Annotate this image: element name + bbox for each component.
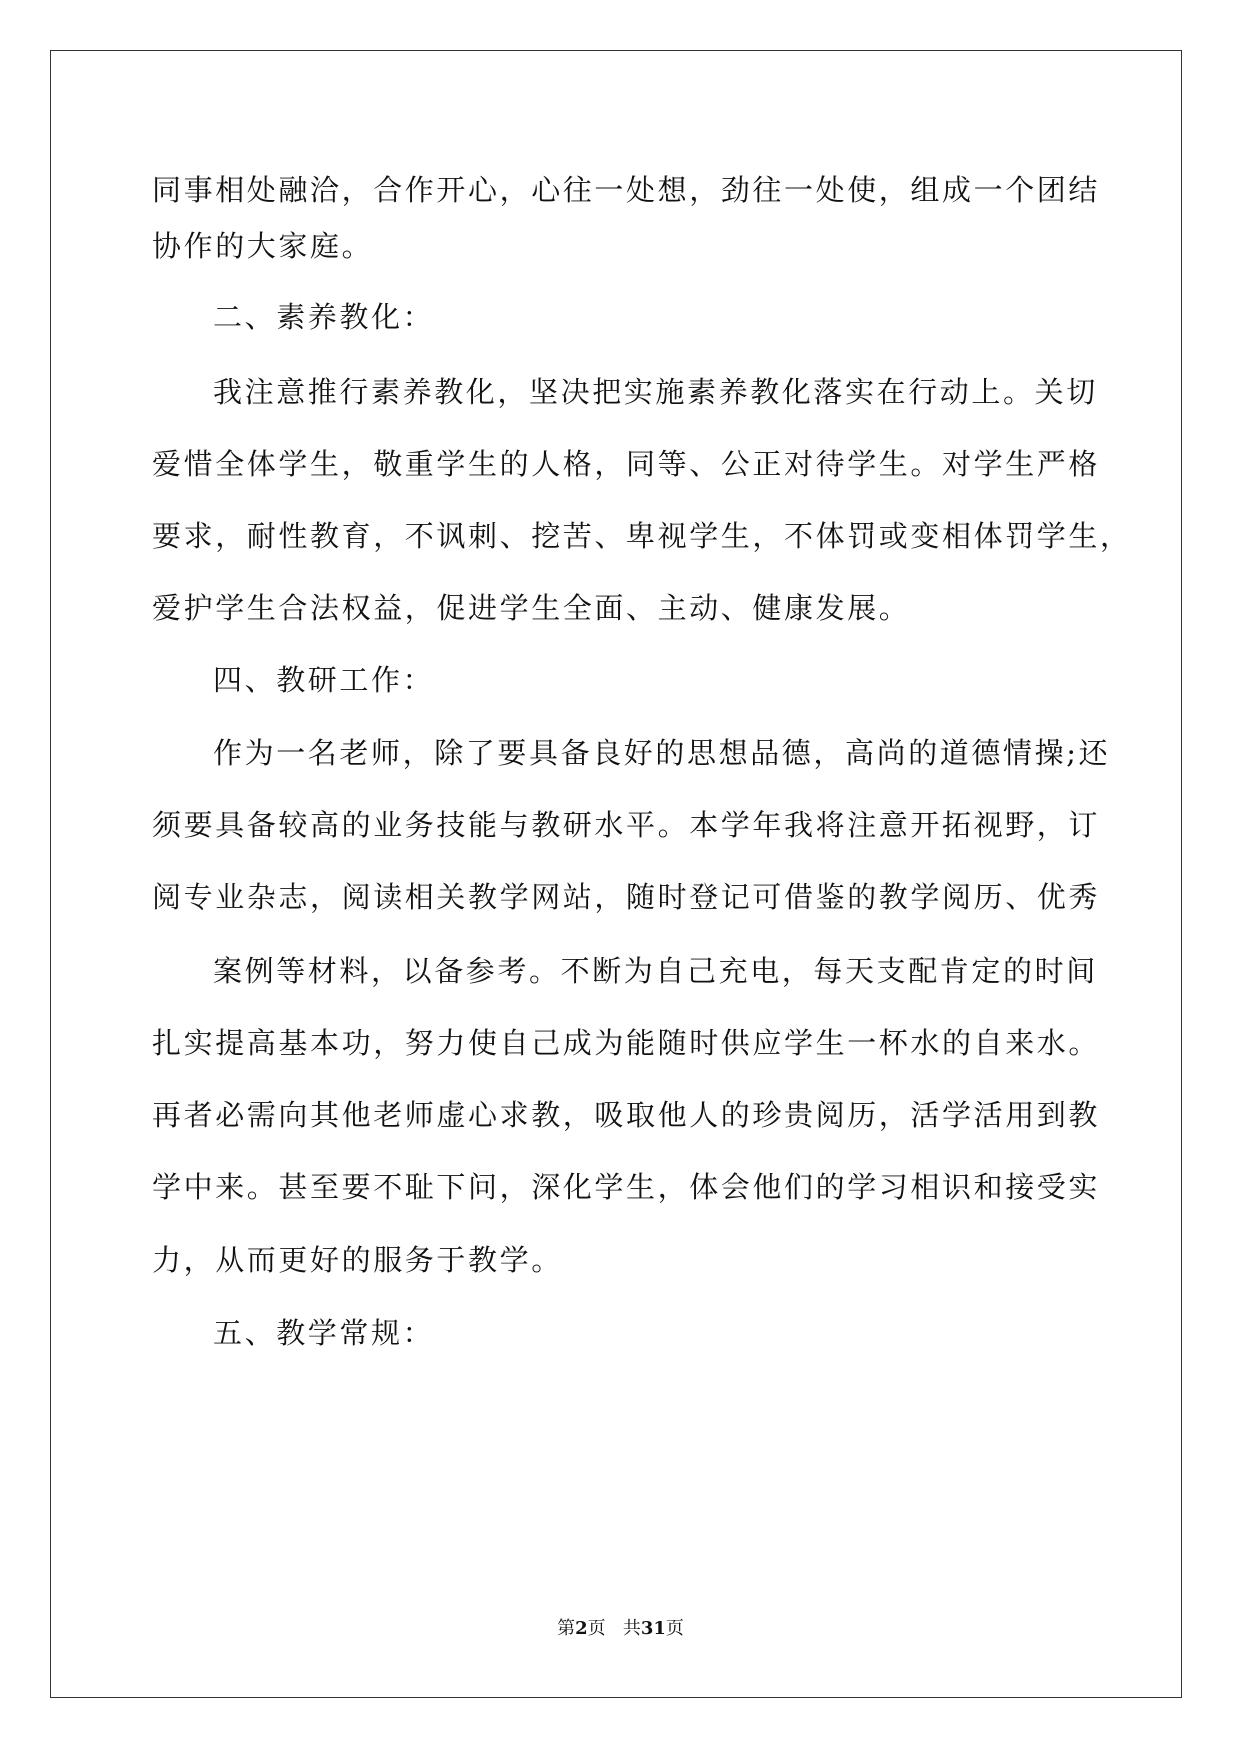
total-prefix: 共 (622, 1618, 641, 1639)
body-line-9: 阅专业杂志，阅读相关教学网站，随时登记可借鉴的教学阅历、优秀 (152, 880, 1101, 914)
body-line-3: 我注意推行素养教化，坚决把实施素养教化落实在行动上。关切 (213, 375, 1098, 409)
page-suffix: 页 (587, 1618, 606, 1639)
page-number: 2 (575, 1618, 588, 1639)
total-suffix: 页 (665, 1618, 684, 1639)
page-footer (0, 1617, 1241, 1641)
body-line-6: 爱护学生合法权益，促进学生全面、主动、健康发展。 (152, 591, 911, 625)
section-heading-4: 四、教研工作： (213, 663, 435, 697)
body-line-2: 协作的大家庭。 (152, 229, 374, 263)
body-line-8: 须要具备较高的业务技能与教研水平。本学年我将注意开拓视野，订 (152, 808, 1101, 842)
body-line-10: 案例等材料，以备参考。不断为自己充电，每天支配肯定的时间 (213, 954, 1098, 988)
body-line-11: 扎实提高基本功，努力使自己成为能随时供应学生一杯水的自来水。 (152, 1026, 1101, 1060)
body-line-13: 学中来。甚至要不耻下问，深化学生，体会他们的学习相识和接受实 (152, 1170, 1101, 1204)
body-line-4: 爱惜全体学生，敬重学生的人格，同等、公正对待学生。对学生严格 (152, 447, 1101, 481)
section-heading-5: 五、教学常规： (213, 1316, 435, 1350)
page-prefix: 第 (557, 1618, 576, 1639)
body-line-1: 同事相处融洽，合作开心，心往一处想，劲往一处使，组成一个团结 (152, 173, 1101, 207)
body-line-5: 要求，耐性教育，不讽刺、挖苦、卑视学生，不体罚或变相体罚学生， (152, 519, 1132, 553)
body-line-12: 再者必需向其他老师虚心求教，吸取他人的珍贵阅历，活学活用到教 (152, 1098, 1101, 1132)
total-pages: 31 (640, 1618, 666, 1639)
section-heading-2: 二、素养教化： (213, 300, 435, 334)
body-line-7: 作为一名老师，除了要具备良好的思想品德，高尚的道德情操;还 (213, 736, 1111, 770)
body-line-14: 力，从而更好的服务于教学。 (152, 1243, 563, 1277)
